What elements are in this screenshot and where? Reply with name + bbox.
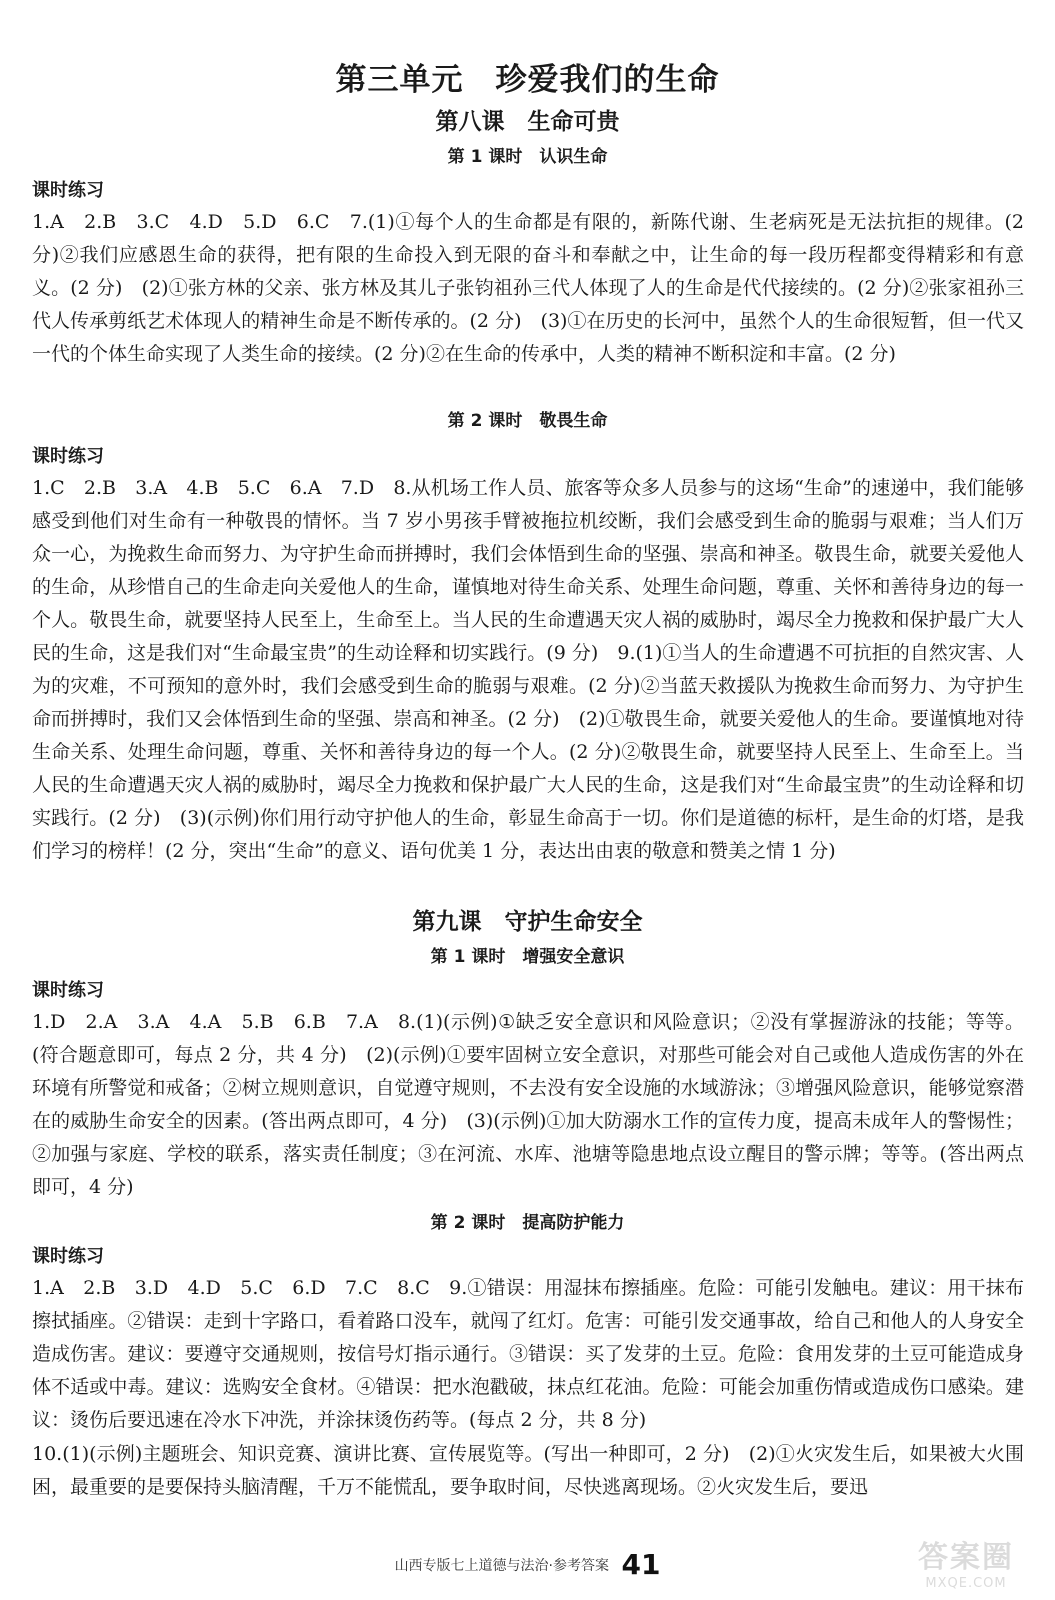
lesson9-period2-answers-q10: 10.(1)(示例)主题班会、知识竞赛、演讲比赛、宣传展览等。(写出一种即可，2 分) (2)①火灾发生后，如果被大火围困，最重要的是要保持头脑清醒，千万不能慌乱，要争取时间，尽快逃离现场。②火灾发生后，要迅: [32, 1443, 1024, 1498]
footer-book-title: 山西专版七上道德与法治·参考答案: [394, 1558, 610, 1574]
lesson8-period1-label: 课时练习: [32, 180, 104, 201]
lesson8-period1-title: 第 1 课时 认识生命: [447, 147, 608, 167]
lesson9-period2-label: 课时练习: [32, 1246, 104, 1267]
lesson9-period2-answers: 1.A 2.B 3.D 4.D 5.C 6.D 7.C 8.C 9.①错误：用湿抹布擦插座。危险：可能引发触电。建议：用干抹布擦拭插座。②错误：走到十字路口，看着路口没车，就闯了红灯。危害：可能引发交通事故，给自己和他人的人身安全造成伤害。建议：要遵守交通规则，按信号灯指示通行。③错误：买了发芽的土豆。危险：食用发芽的土豆可能造成身体不适或中毒。建议：选购安全食材。④错误：把水泡戳破，抹点红花油。危险：可能会加重伤情或造成伤口感染。建议：烫伤后要迅速在冷水下冲洗，并涂抹烫伤药等。(每点 2 分，共 8 分): [32, 1277, 1024, 1431]
page-number: 41: [621, 1548, 661, 1581]
unit-title: 第三单元 珍爱我们的生命: [335, 62, 720, 98]
watermark-site-text: MXQE.COM: [925, 1576, 1007, 1591]
watermark-logo-text: 答案圈: [918, 1540, 1014, 1575]
lesson8-period2-answers: 1.C 2.B 3.A 4.B 5.C 6.A 7.D 8.从机场工作人员、旅客等众多人员参与的这场“生命”的速递中，我们能够感受到他们对生命有一种敬畏的情怀。当 7 岁小男孩手臂被拖拉机绞断，我们会感受到生命的脆弱与艰难；当人们万众一心，为挽救生命而努力、为守护生命而拼搏时，我们会体悟到生命的坚强、崇高和神圣。敬畏生命，就要关爱他人的生命，从珍惜自己的生命走向关爱他人的生命，谨慎地对待生命关系、处理生命问题，尊重、关怀和善待身边的每一个人。敬畏生命，就要坚持人民至上，生命至上。当人民的生命遭遇天灾人祸的威胁时，竭尽全力挽救和保护最广大人民的生命，这是我们对“生命最宝贵”的生动诠释和切实践行。(9 分) 9.(1)①当人的生命遭遇不可抗拒的自然灾害、人为的灾难，不可预知的意外时，我们会感受到生命的脆弱与艰难。(2 分)②当蓝天救援队为挽救生命而努力、为守护生命而拼搏时，我们又会体悟到生命的坚强、崇高和神圣。(2 分) (2)①敬畏生命，就要关爱他人的生命。要谨慎地对待生命关系、处理生命问题，尊重、关怀和善待身边的每一个人。(2 分)②敬畏生命，就要坚持人民至上、生命至上。当人民的生命遭遇天灾人祸的威胁时，竭尽全力挽救和保护最广大人民的生命，这是我们对“生命最宝贵”的生动诠释和切实践行。(2 分) (3)(示例)你们用行动守护他人的生命，彰显生命高于一切。你们是道德的标杆，是生命的灯塔，是我们学习的榜样！(2 分，突出“生命”的意义、语句优美 1 分，表达出由衷的敬意和赞美之情 1 分): [32, 477, 1024, 862]
lesson8-period1-answers: 1.A 2.B 3.C 4.D 5.D 6.C 7.(1)①每个人的生命都是有限的，新陈代谢、生老病死是无法抗拒的规律。(2 分)②我们应感恩生命的获得，把有限的生命投入到无限的奋斗和奉献之中，让生命的每一段历程都变得精彩和有意义。(2 分) (2)①张方林的父亲、张方林及其儿子张钧祖孙三代人体现了人的生命是代代接续的。(2 分)②张家祖孙三代人传承剪纸艺术体现人的精神生命是不断传承的。(2 分) (3)①在历史的长河中，虽然个人的生命很短暂，但一代又一代的个体生命实现了人类生命的接续。(2 分)②在生命的传承中，人类的精神不断积淀和丰富。(2 分): [32, 211, 1024, 365]
lesson8-period2-title: 第 2 课时 敬畏生命: [447, 411, 608, 431]
lesson9-period2-title: 第 2 课时 提高防护能力: [430, 1213, 625, 1233]
lesson8-title: 第八课 生命可贵: [435, 109, 620, 135]
lesson9-period1-answers: 1.D 2.A 3.A 4.A 5.B 6.B 7.A 8.(1)(示例)①缺乏安全意识和风险意识；②没有掌握游泳的技能；等等。(符合题意即可，每点 2 分，共 4 分) (2)(示例)①要牢固树立安全意识，对那些可能会对自己或他人造成伤害的外在环境有所警觉和戒备；②树立规则意识，自觉遵守规则，不去没有安全设施的水域游泳；③增强风险意识，能够觉察潜在的威胁生命安全的因素。(答出两点即可，4 分) (3)(示例)①加大防溺水工作的宣传力度，提高未成年人的警惕性；②加强与家庭、学校的联系，落实责任制度；③在河流、水库、池塘等隐患地点设立醒目的警示牌；等等。(答出两点即可，4 分): [32, 1011, 1024, 1198]
watermark-logo: [891, 1532, 1041, 1590]
lesson9-title: 第九课 守护生命安全: [412, 909, 643, 935]
lesson9-period1-title: 第 1 课时 增强安全意识: [430, 947, 625, 967]
lesson8-period2-label: 课时练习: [32, 446, 104, 467]
lesson9-period1-label: 课时练习: [32, 980, 104, 1001]
